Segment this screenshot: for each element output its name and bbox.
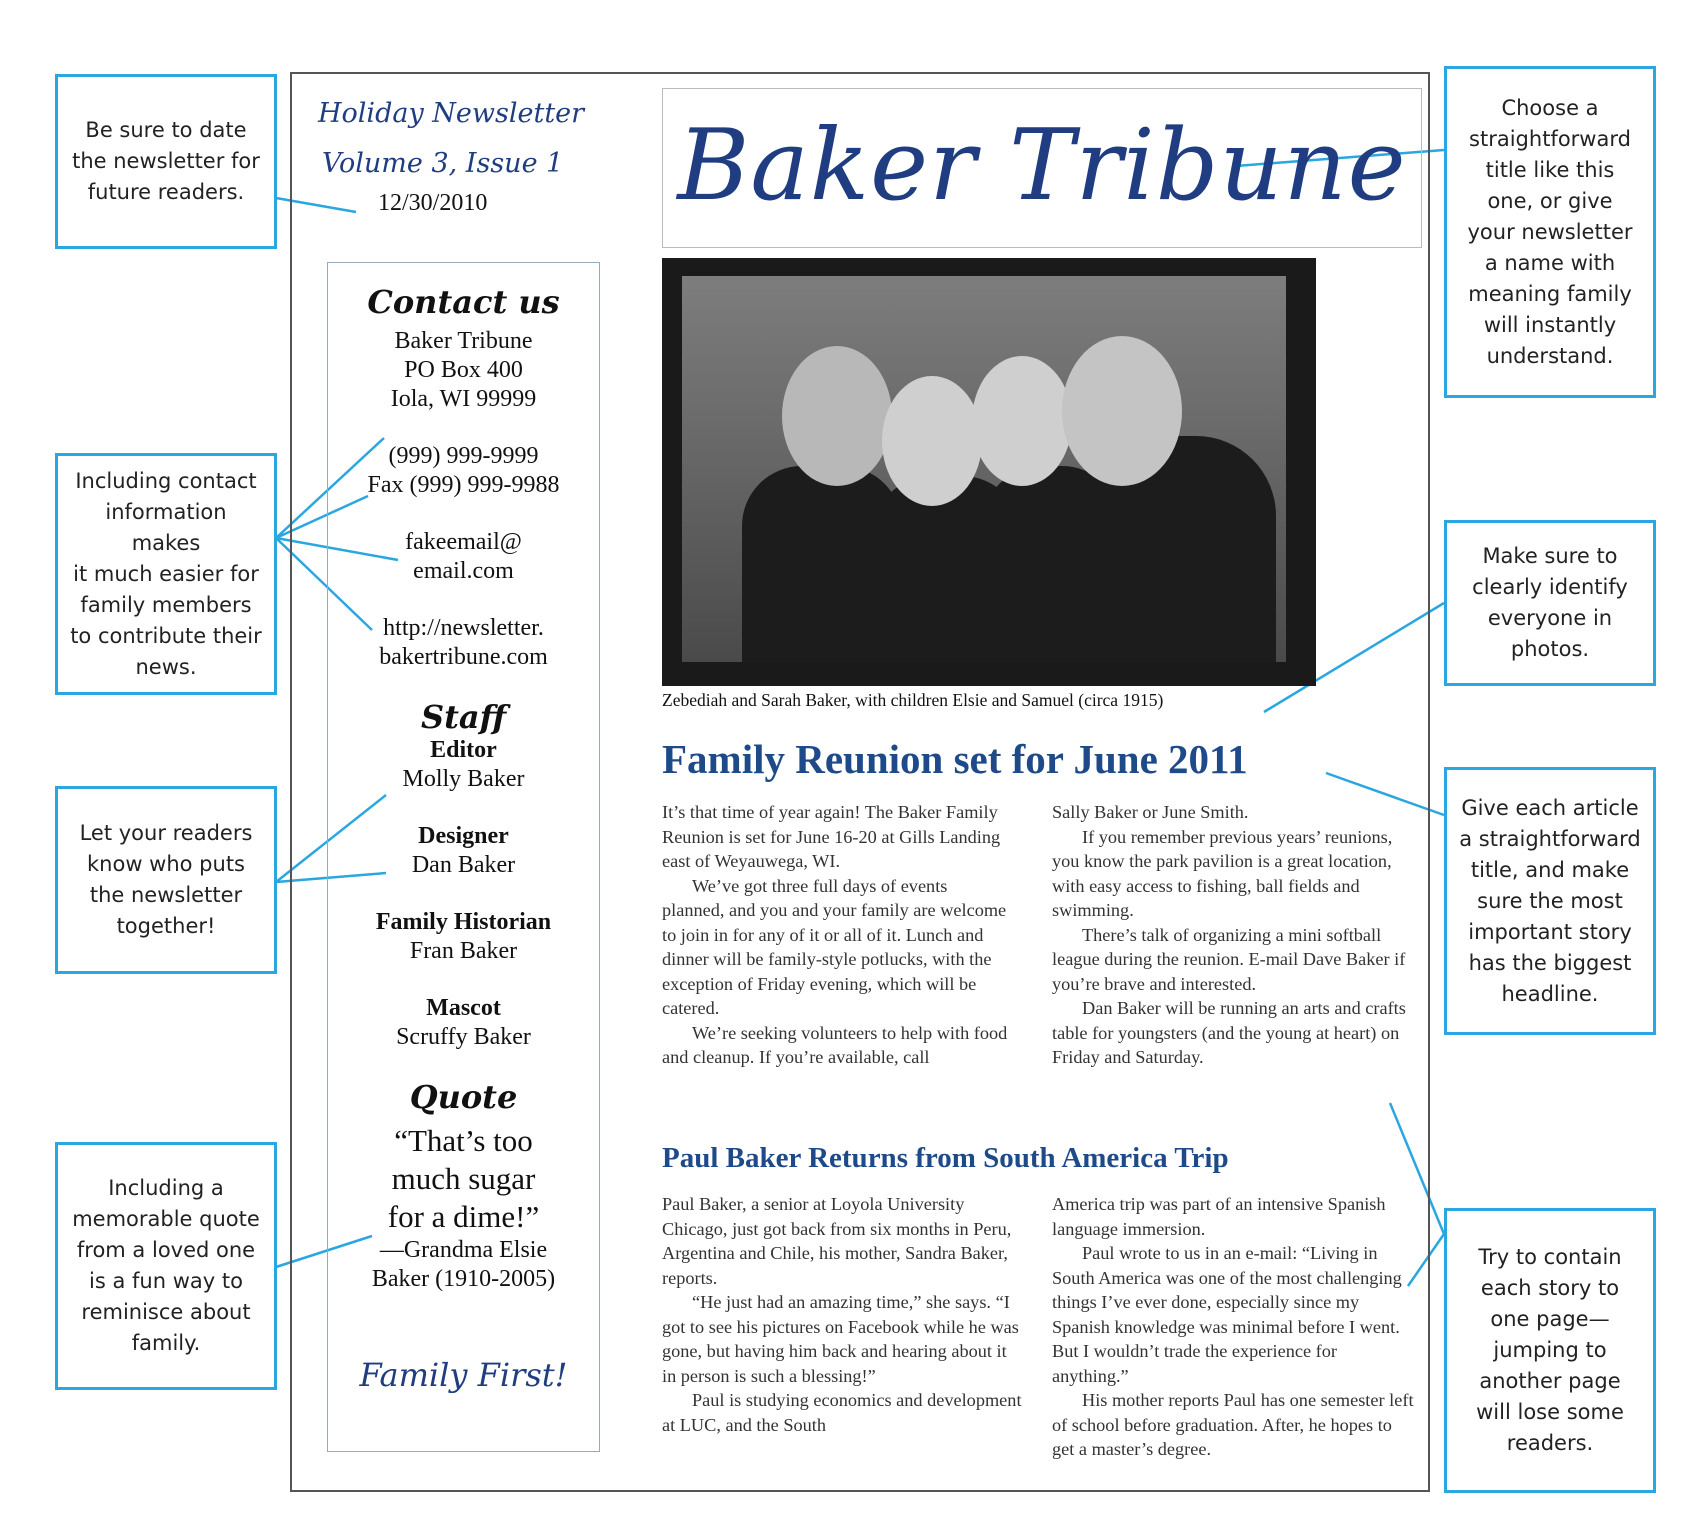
callout-text: Give each article	[1461, 795, 1639, 820]
callout-text: to contribute their	[70, 623, 262, 648]
family-photo	[662, 258, 1316, 686]
callout-text: one, or give	[1487, 188, 1613, 213]
callout-text: each story to	[1480, 1276, 1620, 1300]
callout-text: headline.	[1501, 981, 1599, 1006]
photo-image	[682, 276, 1286, 662]
article-headline: Family Reunion set for June 2011	[662, 736, 1248, 782]
callout-text: jumping to	[1493, 1338, 1607, 1362]
photo-caption: Zebediah and Sarah Baker, with children Elsie and Samuel (circa 1915)	[662, 690, 1164, 710]
article-paragraph: America trip was part of an intensive Spanish language immersion.	[1052, 1194, 1386, 1239]
masthead	[662, 88, 1422, 248]
callout-text: straightforward	[1469, 126, 1631, 151]
contact-address-line: Iola, WI 99999	[390, 386, 537, 412]
callout-text: know who puts	[87, 852, 245, 876]
article-column	[662, 1192, 1022, 1437]
callout-text: Including contact	[75, 468, 257, 493]
contact-email[interactable]: fakeemail@	[405, 529, 522, 555]
callout-text: meaning family	[1468, 281, 1632, 306]
callout-text: clearly identify	[1472, 575, 1628, 599]
article-column	[1052, 1192, 1417, 1462]
callout-text: will instantly	[1483, 312, 1617, 337]
contact-fax: Fax (999) 999-9988	[367, 472, 560, 498]
callout-text: will lose some	[1476, 1400, 1624, 1424]
callout-text: is a fun way to	[89, 1269, 243, 1293]
staff-name: Molly Baker	[402, 766, 525, 792]
callout-text: title like this	[1485, 157, 1615, 182]
callout-text: sure the most	[1477, 888, 1623, 913]
newsletter-title: Baker Tribune	[677, 109, 1407, 223]
callout-text: Try to contain	[1478, 1245, 1622, 1269]
article-paragraph: Sally Baker or June Smith.	[1052, 802, 1249, 822]
contact-phone: (999) 999-9999	[388, 443, 539, 469]
staff-role: Editor	[430, 737, 497, 763]
callout-text: a straightforward	[1459, 826, 1641, 851]
callout-text: future readers.	[87, 180, 245, 204]
quote-attribution: Baker (1910-2005)	[371, 1266, 556, 1292]
article-paragraph: We’re seeking volunteers to help with food and cleanup. If you’re available, call	[662, 1022, 1008, 1067]
article-paragraph: There’s talk of organizing a mini softball league during the reunion. E-mail Dave Baker if you’re brave and interested.	[1052, 924, 1406, 994]
article-paragraph: “He just had an amazing time,” she says. “I got to see his pictures on Facebook while he was gone, but having him back and hearing about it in person is such a blessing!”	[662, 1292, 1019, 1386]
callout-text: Be sure to date	[85, 118, 247, 142]
staff-name: Fran Baker	[409, 938, 518, 964]
callout-text: news.	[135, 654, 197, 679]
article-paragraph: It’s that time of year again! The Baker Family Reunion is set for June 16-20 at Gills Landing east of Weyauwega, WI.	[662, 802, 1001, 871]
callout-text: one page—	[1490, 1307, 1610, 1331]
callout-text: memorable quote	[72, 1207, 260, 1231]
article-paragraph: Dan Baker will be running an arts and crafts table for youngsters (and the young at heart) on Friday and Saturday.	[1052, 998, 1406, 1067]
callout-text: everyone in	[1487, 606, 1613, 630]
callout-text: important story	[1468, 919, 1632, 944]
article-column	[1052, 800, 1412, 1070]
contact-address-line: PO Box 400	[404, 357, 523, 383]
callout-text: has the biggest	[1468, 950, 1632, 975]
quote-attribution: —Grandma Elsie	[379, 1237, 548, 1263]
callout-text: it much easier for	[73, 561, 259, 586]
article-paragraph: If you remember previous years’ reunions, you know the park pavilion is a great location, with easy access to fishing, ball fields and swimming.	[1052, 826, 1393, 920]
callout-text: from a loved one	[76, 1238, 256, 1262]
callout-text: reminisce about	[81, 1300, 251, 1324]
motto: Family First!	[359, 1356, 568, 1394]
callout-text: together!	[116, 914, 216, 938]
quote-text: “That’s too	[394, 1123, 533, 1158]
edition-label: Holiday Newsletter	[318, 98, 585, 129]
article-paragraph: Paul Baker, a senior at Loyola University Chicago, just got back from six months in Peru, Argentina and Chile, his mother, Sandra Baker, reports.	[662, 1194, 1012, 1288]
quote-text: much sugar	[391, 1161, 536, 1196]
contact-name: Baker Tribune	[394, 328, 533, 354]
callout-pages	[1444, 1208, 1656, 1493]
callout-text: information makes	[105, 499, 227, 555]
callout-text: family members	[80, 592, 252, 617]
article-paragraph: His mother reports Paul has one semester left of school before graduation. After, he hopes to get a master’s degree.	[1052, 1390, 1414, 1459]
quote-heading: Quote	[409, 1078, 518, 1116]
callout-text: understand.	[1486, 343, 1614, 368]
callout-contact	[55, 453, 277, 695]
staff-heading: Staff	[420, 698, 507, 736]
article-column	[662, 800, 1012, 1070]
staff-name: Scruffy Baker	[396, 1024, 531, 1050]
callout-text: Choose a	[1501, 95, 1599, 120]
callout-text: Including a	[108, 1176, 224, 1200]
callout-text: the newsletter for	[72, 149, 260, 173]
callout-headline	[1444, 767, 1656, 1035]
contact-website[interactable]: bakertribune.com	[379, 644, 548, 670]
contact-heading: Contact us	[367, 283, 560, 321]
callout-text: another page	[1479, 1369, 1621, 1393]
issue-date: 12/30/2010	[378, 190, 488, 216]
callout-photos	[1444, 520, 1656, 686]
callout-text: Make sure to	[1482, 544, 1618, 568]
article-paragraph: We’ve got three full days of events planned, and you and your family are welcome to join in for any of it or all of it. Lunch and dinner will be family-style potlucks, with the exception of Friday evening, which will be catered.	[662, 875, 1007, 1018]
article-headline: Paul Baker Returns from South America Trip	[662, 1142, 1229, 1174]
callout-text: Let your readers	[79, 821, 253, 845]
callout-quote	[55, 1142, 277, 1390]
staff-name: Dan Baker	[411, 852, 516, 878]
callout-text: family.	[131, 1331, 201, 1355]
staff-role: Mascot	[426, 995, 501, 1021]
callout-text: the newsletter	[89, 883, 243, 907]
callout-text: your newsletter	[1467, 219, 1633, 244]
staff-role: Family Historian	[375, 909, 552, 935]
callout-staff	[55, 786, 277, 974]
article-paragraph: Paul wrote to us in an e-mail: “Living in South America was one of the most challenging things I’ve ever done, especially since my Spanish knowledge was minimal before I went. But I wouldn’t trade the experience for anything.”	[1052, 1243, 1402, 1386]
callout-date	[55, 74, 277, 249]
article-paragraph: Paul is studying economics and development at LUC, and the South	[662, 1390, 1022, 1435]
callout-text: title, and make	[1470, 857, 1630, 882]
quote-text: for a dime!”	[387, 1199, 540, 1234]
volume-issue: Volume 3, Issue 1	[322, 148, 564, 179]
callout-title	[1444, 66, 1656, 398]
callout-text: photos.	[1510, 637, 1590, 661]
callout-text: readers.	[1506, 1431, 1594, 1455]
sidebar	[327, 262, 600, 1452]
contact-email[interactable]: email.com	[413, 558, 514, 584]
staff-role: Designer	[418, 823, 509, 849]
callout-text: a name with	[1484, 250, 1616, 275]
contact-website[interactable]: http://newsletter.	[383, 615, 544, 641]
